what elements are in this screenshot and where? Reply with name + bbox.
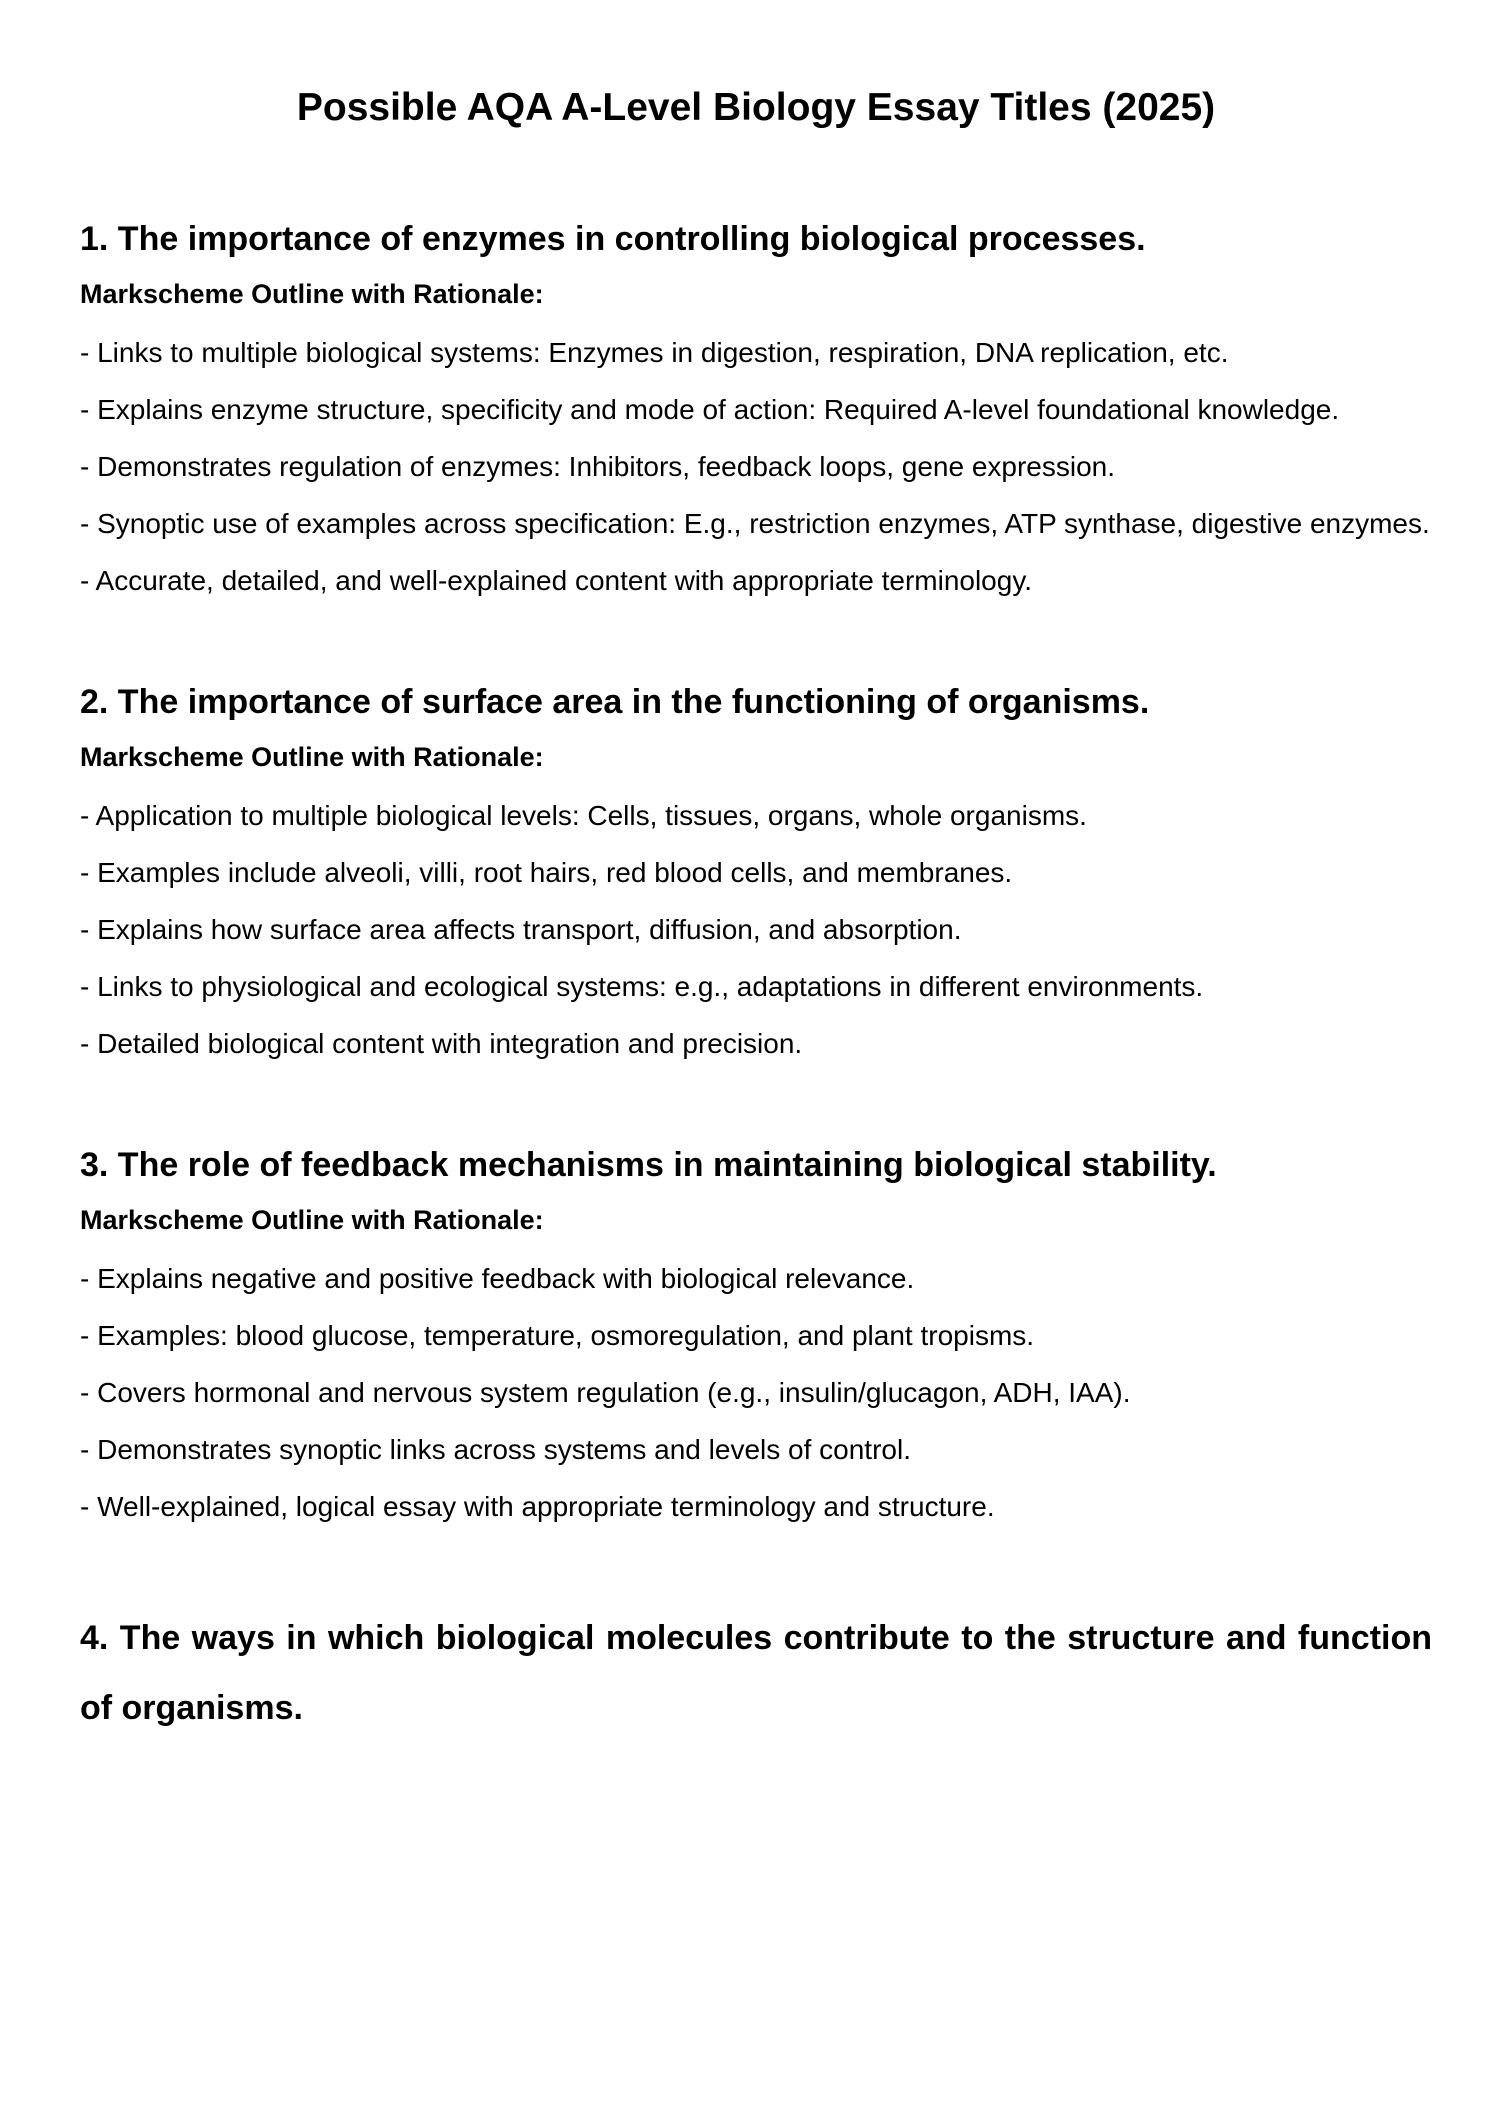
list-item: - Explains enzyme structure, specificity and mode of action: Required A-level foundational knowledge. — [80, 394, 1340, 425]
essay-section-3 — [80, 1136, 1432, 1535]
outline-heading: Markscheme Outline with Rationale: — [80, 742, 544, 772]
list-item: - Examples: blood glucose, temperature, osmoregulation, and plant tropisms. — [80, 1320, 1035, 1351]
essay-section-4 — [80, 1603, 1432, 1743]
list-item: - Demonstrates regulation of enzymes: Inhibitors, feedback loops, gene expression. — [80, 451, 1116, 482]
essay-section-2 — [80, 673, 1432, 1072]
list-item: - Links to multiple biological systems: Enzymes in digestion, respiration, DNA replication, etc. — [80, 337, 1229, 368]
document-title: Possible AQA A-Level Biology Essay Titles (2025) — [296, 86, 1216, 129]
outline-heading: Markscheme Outline with Rationale: — [80, 1205, 544, 1235]
list-item: - Detailed biological content with integration and precision. — [80, 1028, 803, 1059]
outline-heading: Markscheme Outline with Rationale: — [80, 279, 544, 309]
essay-title: 4. The ways in which biological molecules contribute to the structure and function of organisms. — [80, 1619, 1432, 1727]
list-item: - Explains negative and positive feedback with biological relevance. — [80, 1263, 915, 1294]
list-item: - Explains how surface area affects transport, diffusion, and absorption. — [80, 914, 962, 945]
essay-title: 2. The importance of surface area in the functioning of organisms. — [80, 683, 1150, 721]
list-item: - Well-explained, logical essay with appropriate terminology and structure. — [80, 1491, 995, 1522]
list-item: - Covers hormonal and nervous system regulation (e.g., insulin/glucagon, ADH, IAA). — [80, 1377, 1131, 1408]
essay-title: 1. The importance of enzymes in controlling biological processes. — [80, 220, 1146, 258]
essay-section-1 — [80, 210, 1432, 609]
list-item: - Links to physiological and ecological systems: e.g., adaptations in different environments. — [80, 971, 1204, 1002]
list-item: - Synoptic use of examples across specification: E.g., restriction enzymes, ATP synthase, digestive enzymes. — [80, 508, 1430, 539]
list-item: - Demonstrates synoptic links across systems and levels of control. — [80, 1434, 911, 1465]
list-item: - Examples include alveoli, villi, root hairs, red blood cells, and membranes. — [80, 857, 1013, 888]
essay-title: 3. The role of feedback mechanisms in maintaining biological stability. — [80, 1146, 1217, 1184]
list-item: - Accurate, detailed, and well-explained content with appropriate terminology. — [80, 565, 1033, 596]
list-item: - Application to multiple biological levels: Cells, tissues, organs, whole organisms. — [80, 800, 1087, 831]
